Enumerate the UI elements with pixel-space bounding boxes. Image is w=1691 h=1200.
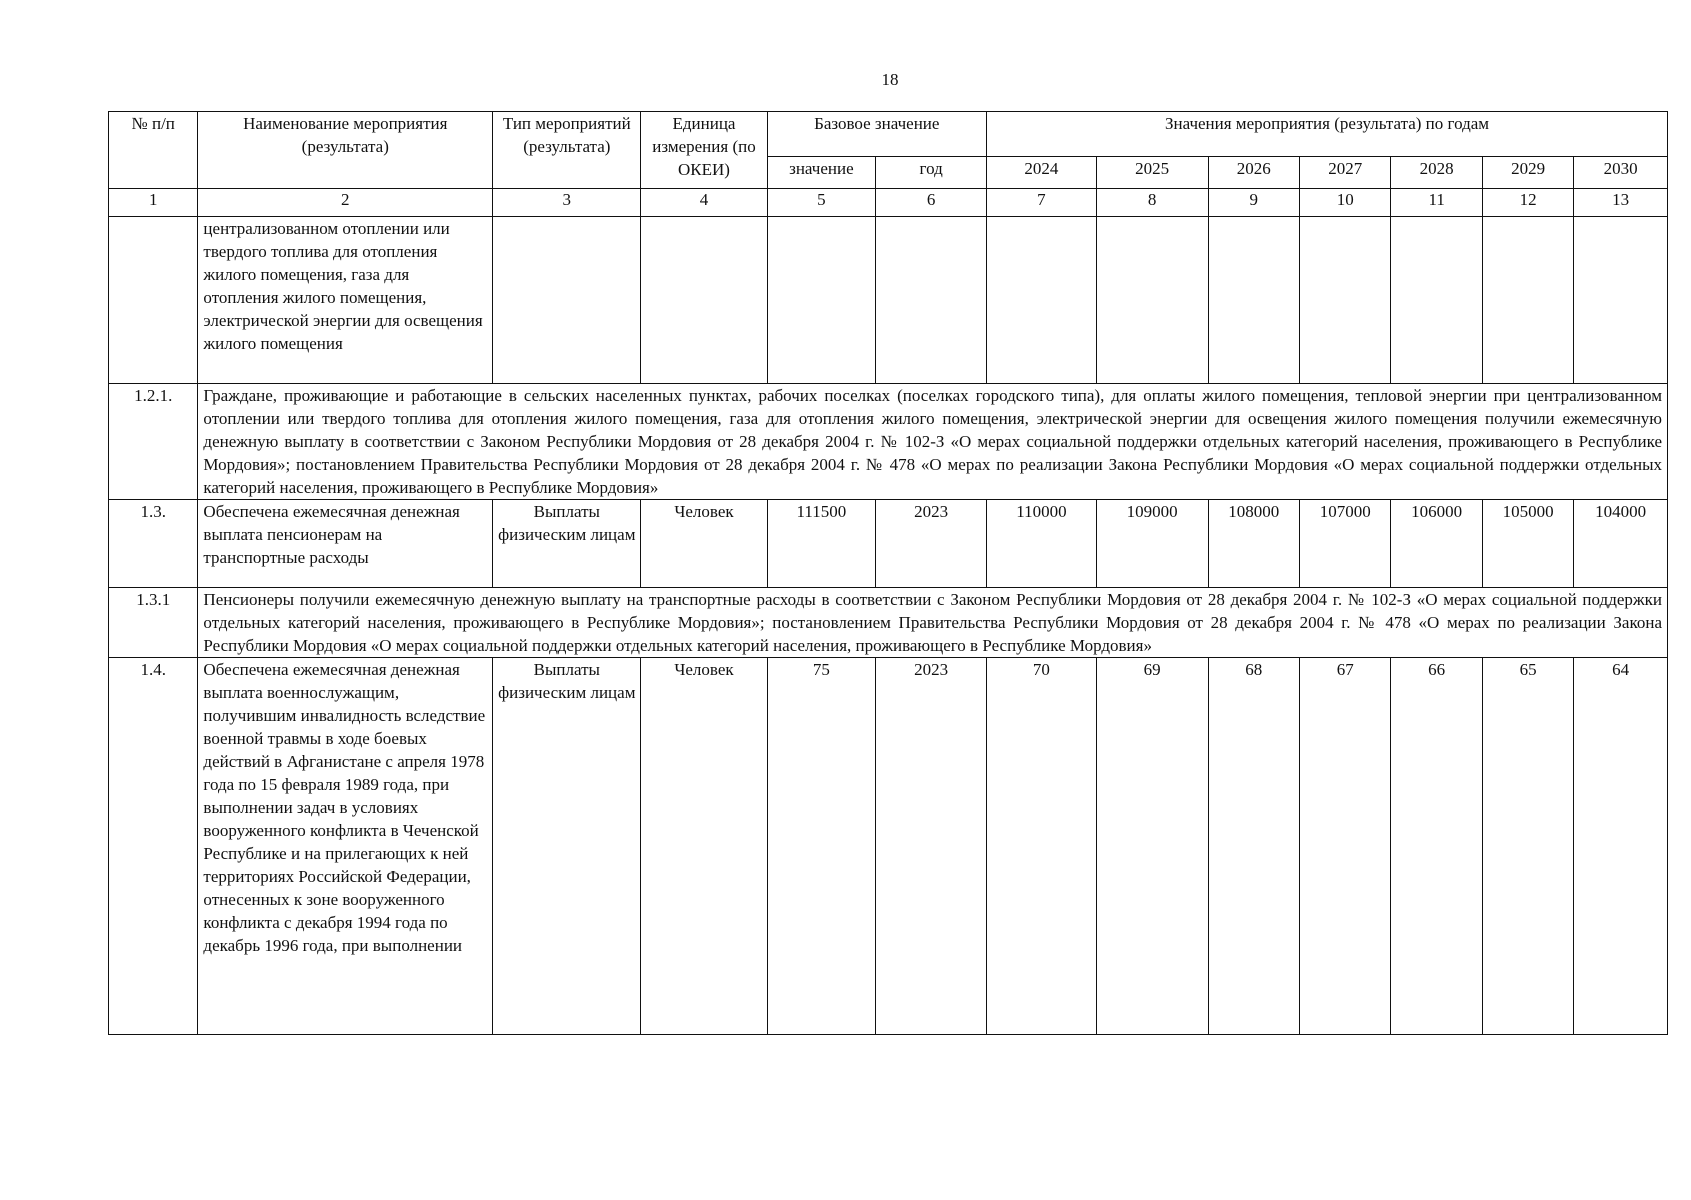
row-value-2030: 104000 [1574,500,1668,588]
cell-empty [1096,217,1208,384]
table-row-continuation [109,217,1668,384]
table-row-1-3 [109,500,1668,588]
row-value-2028: 106000 [1391,500,1482,588]
row-num: 1.4. [109,658,198,1035]
table-row-1-3-1 [109,588,1668,658]
header-years-group: Значения мероприятия (результата) по годам [987,112,1668,157]
table-row-1-4 [109,658,1668,1035]
row-name: централизованном отоплении или твердого топлива для отопления жилого помещения, газа для отопления жилого помещения, электрической энергии для освещения жилого помещения [198,217,493,384]
row-value-2024: 70 [987,658,1097,1035]
header-year-2024: 2024 [987,157,1097,189]
table-row-1-2-1 [109,384,1668,500]
row-base-year: 2023 [876,500,987,588]
col-num-11: 11 [1391,189,1482,217]
cell-empty [109,217,198,384]
col-num-9: 9 [1208,189,1299,217]
header-year-2025: 2025 [1096,157,1208,189]
row-num: 1.2.1. [109,384,198,500]
column-number-row [109,189,1668,217]
col-num-7: 7 [987,189,1097,217]
row-unit: Человек [641,500,767,588]
col-num-13: 13 [1574,189,1668,217]
col-num-10: 10 [1300,189,1391,217]
header-year-2027: 2027 [1300,157,1391,189]
header-num: № п/п [109,112,198,189]
header-year-2028: 2028 [1391,157,1482,189]
row-value-2026: 68 [1208,658,1299,1035]
header-base-value: значение [767,157,876,189]
row-description: Граждане, проживающие и работающие в сельских населенных пунктах, рабочих поселках (поселках городского типа), для оплаты жилого помещения, тепловой энергии при централизованном отоплении или твердого топлива для отопления жилого помещения, газа для отопления жилого помещения, электрической энергии для освещения жилого помещения получили ежемесячную денежную выплату в соответствии с Законом Республики Мордовия от 28 декабря 2004 г. № 102-З «О мерах социальной поддержки отдельных категорий населения, проживающего в Республике Мордовия»; постановлением Правительства Республики Мордовия от 28 декабря 2004 г. № 478 «О мерах по реализации Закона Республики Мордовия «О мерах социальной поддержки отдельных категорий населения, проживающего в Республике Мордовия» [198,384,1668,500]
col-num-4: 4 [641,189,767,217]
cell-empty [767,217,876,384]
col-num-3: 3 [493,189,641,217]
cell-empty [1208,217,1299,384]
row-value-2025: 109000 [1096,500,1208,588]
col-num-12: 12 [1482,189,1573,217]
row-base-year: 2023 [876,658,987,1035]
cell-empty [1574,217,1668,384]
header-year-2029: 2029 [1482,157,1573,189]
row-value-2029: 65 [1482,658,1573,1035]
page-number: 18 [881,70,899,89]
cell-empty [1300,217,1391,384]
row-value-2029: 105000 [1482,500,1573,588]
row-type: Выплаты физическим лицам [493,658,641,1035]
header-base: Базовое значение [767,112,987,157]
row-name: Обеспечена ежемесячная денежная выплата пенсионерам на транспортные расходы [198,500,493,588]
row-value-2030: 64 [1574,658,1668,1035]
header-year-2030: 2030 [1574,157,1668,189]
row-description: Пенсионеры получили ежемесячную денежную выплату на транспортные расходы в соответствии с Законом Республики Мордовия от 28 декабря 2004 г. № 102-З «О мерах социальной поддержки отдельных категорий населения, проживающего в Республике Мордовия»; постановлением Правительства Республики Мордовия от 28 декабря 2004 г. № 478 «О мерах по реализации Закона Республики Мордовия «О мерах социальной поддержки отдельных категорий населения, проживающего в Республике Мордовия» [198,588,1668,658]
header-name: Наименование мероприятия (результата) [198,112,493,189]
header-year-2026: 2026 [1208,157,1299,189]
header-unit: Единица измерения (по ОКЕИ) [641,112,767,189]
row-value-2028: 66 [1391,658,1482,1035]
cell-empty [493,217,641,384]
row-num: 1.3. [109,500,198,588]
row-num: 1.3.1 [109,588,198,658]
col-num-8: 8 [1096,189,1208,217]
col-num-2: 2 [198,189,493,217]
col-num-1: 1 [109,189,198,217]
row-value-2026: 108000 [1208,500,1299,588]
cell-empty [641,217,767,384]
cell-empty [1391,217,1482,384]
row-base-value: 75 [767,658,876,1035]
header-type: Тип мероприятий (результата) [493,112,641,189]
cell-empty [987,217,1097,384]
cell-empty [876,217,987,384]
row-value-2024: 110000 [987,500,1097,588]
header-base-year: год [876,157,987,189]
row-value-2025: 69 [1096,658,1208,1035]
cell-empty [1482,217,1573,384]
measures-table [108,111,1668,1035]
header-row-1 [109,112,1668,157]
row-unit: Человек [641,658,767,1035]
col-num-6: 6 [876,189,987,217]
row-value-2027: 67 [1300,658,1391,1035]
row-base-value: 111500 [767,500,876,588]
row-value-2027: 107000 [1300,500,1391,588]
col-num-5: 5 [767,189,876,217]
row-name: Обеспечена ежемесячная денежная выплата военнослужащим, получившим инвалидность вследствие военной травмы в ходе боевых действий в Афганистане с апреля 1978 года по 15 февраля 1989 года, при выполнении задач в условиях вооруженного конфликта в Чеченской Республике и на прилегающих к ней территориях Российской Федерации, отнесенных к зоне вооруженного конфликта с декабря 1994 года по декабрь 1996 года, при выполнении [198,658,493,1035]
row-type: Выплаты физическим лицам [493,500,641,588]
